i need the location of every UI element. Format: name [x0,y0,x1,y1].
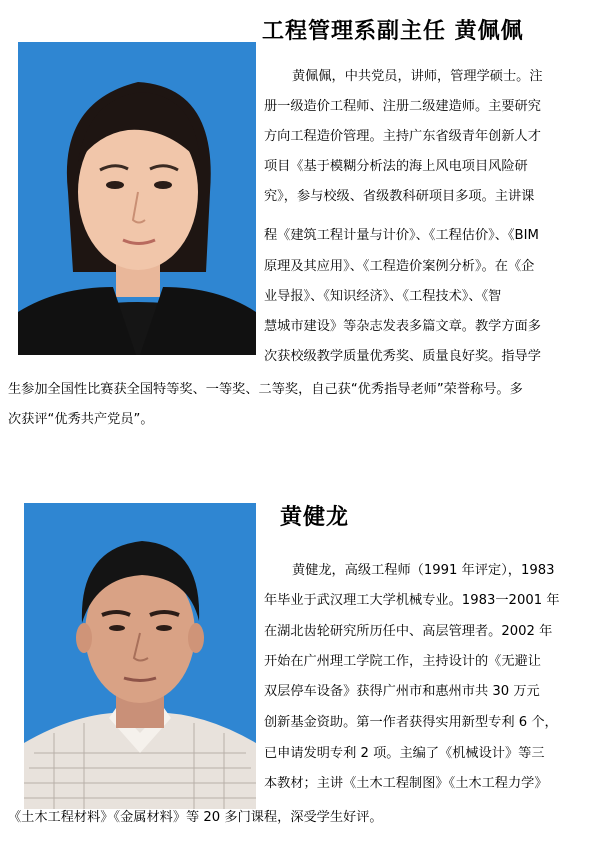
bio-line: 册一级造价工程师、注册二级建造师。主要研究 [264,99,541,114]
bio-line: 业导报》、《知识经济》、《工程技术》、《智 [264,289,502,304]
bio-line: 年毕业于武汉理工大学机械专业。1983一2001 年 [264,593,560,608]
bio-line: 本教材；主讲《土木工程制图》《土木工程力学》 [264,776,548,791]
bio-line: 程《建筑工程计量与计价》、《工程估价》、《BIM [264,228,539,243]
bio-line: 创新基金资助。第一作者获得实用新型专利 6 个， [264,715,558,730]
bio-line: 黄佩佩，中共党员，讲师，管理学硕士。注 [292,69,543,84]
bio-line: 《土木工程材料》《金属材料》等 20 多门课程，深受学生好评。 [8,810,383,825]
bio-line: 原理及其应用》、《工程造价案例分析》。在《企 [264,259,535,274]
bio-line: 在湖北齿轮研究所历任中、高层管理者。2002 年 [264,624,553,639]
portrait-illustration [18,42,256,355]
portrait-illustration [24,503,256,809]
bio-line: 项目《基于模糊分析法的海上风电项目风险研 [264,159,528,174]
bio-line: 方向工程造价管理。主持广东省级青年创新人才 [264,129,541,144]
portrait-photo-huang-peipei [18,42,256,355]
bio-line: 已申请发明专利 2 项。主编了《机械设计》等三 [264,746,545,761]
bio-line: 黄健龙，高级工程师（1991 年评定），1983 [292,563,555,578]
bio-line: 究》，参与校级、省级教科研项目多项。主讲课 [264,189,535,204]
bio-line: 开始在广州理工学院工作，主持设计的《无避让 [264,654,541,669]
bio-line: 次获评“优秀共产党员”。 [8,412,154,427]
bio-line: 慧城市建设》等杂志发表多篇文章。教学方面多 [264,319,541,334]
bio-line: 双层停车设备》获得广州市和惠州市共 30 万元 [264,684,540,699]
profile-title-huang-jianlong: 黄健龙 [280,504,350,530]
profile-title-huang-peipei: 工程管理系副主任 黄佩佩 [262,18,524,44]
bio-line: 生参加全国性比赛获全国特等奖、一等奖、二等奖，自己获“优秀指导老师”荣誉称号。多 [8,382,523,397]
portrait-photo-huang-jianlong [24,503,256,809]
bio-line: 次获校级教学质量优秀奖、质量良好奖。指导学 [264,349,541,364]
